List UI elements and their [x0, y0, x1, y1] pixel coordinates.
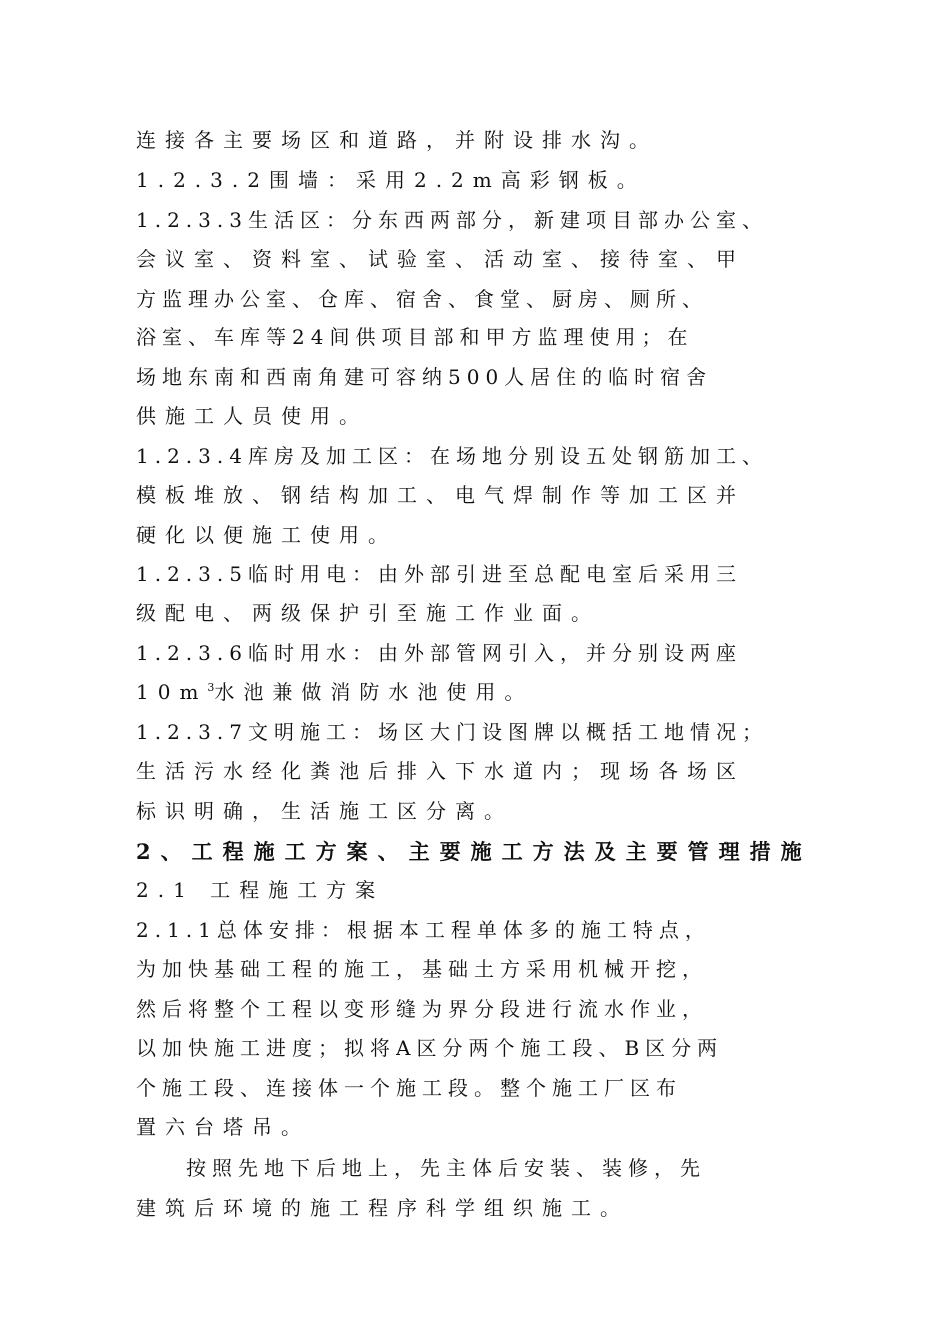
text-line: 为加快基础工程的施工，基础土方采用机械开挖，	[136, 957, 708, 981]
text-line: 级配电、两级保护引至施工作业面。	[136, 601, 600, 625]
text-line: 然后将整个工程以变形缝为界分段进行流水作业，	[136, 997, 708, 1021]
unit-text: 10m	[136, 680, 208, 704]
text-line: 方监理办公室、仓库、宿舍、食堂、厨房、厕所、	[136, 287, 708, 311]
text-line: 硬化以便施工使用。	[136, 523, 397, 547]
text-line: 场地东南和西南角建可容纳500人居住的临时宿舍	[136, 365, 713, 389]
text-line: 1.2.3.7文明施工：场区大门设图牌以概括工地情况；	[136, 720, 768, 744]
text-line: 以加快施工进度；拟将A区分两个施工段、B区分两	[136, 1036, 724, 1060]
text-line: 1.2.3.2围墙：采用2.2m高彩钢板。	[136, 168, 646, 192]
text-line: 建筑后环境的施工程序科学组织施工。	[136, 1196, 629, 1220]
text-line: 供施工人员使用。	[136, 404, 368, 428]
subsection-heading: 2.1 工程施工方案	[136, 878, 385, 902]
superscript: 3	[207, 681, 215, 694]
text-line: 1.2.3.6临时用水：由外部管网引入，并分别设两座	[136, 641, 742, 665]
text-line: 模板堆放、钢结构加工、电气焊制作等加工区并	[136, 483, 745, 507]
text-line: 2.1.1总体安排：根据本工程单体多的施工特点，	[136, 918, 711, 942]
text-line: 1.2.3.3生活区：分东西两部分，新建项目部办公室、	[136, 208, 768, 232]
paragraph-first-line: 按照先地下后地上，先主体后安装、装修，先	[186, 1156, 706, 1180]
text-line: 置六台塔吊。	[136, 1115, 310, 1139]
section-heading: 2、工程施工方案、主要施工方法及主要管理措施	[136, 839, 812, 864]
text-line: 浴室、车库等24间供项目部和甲方监理使用；在	[136, 325, 694, 349]
text-continuation: 水池兼做消防水池使用。	[214, 680, 534, 704]
text-line: 会议室、资料室、试验室、活动室、接待室、甲	[136, 247, 745, 271]
text-line	[136, 678, 858, 706]
text-line: 1.2.3.4库房及加工区：在场地分别设五处钢筋加工、	[136, 444, 768, 468]
text-line: 连接各主要场区和道路，并附设排水沟。	[136, 128, 658, 152]
text-line: 标识明确，生活施工区分离。	[136, 799, 513, 823]
text-line: 1.2.3.5临时用电：由外部引进至总配电室后采用三	[136, 562, 742, 586]
text-line: 个施工段、连接体一个施工段。整个施工厂区布	[136, 1076, 682, 1100]
text-line: 生活污水经化粪池后排入下水道内；现场各场区	[136, 759, 745, 783]
